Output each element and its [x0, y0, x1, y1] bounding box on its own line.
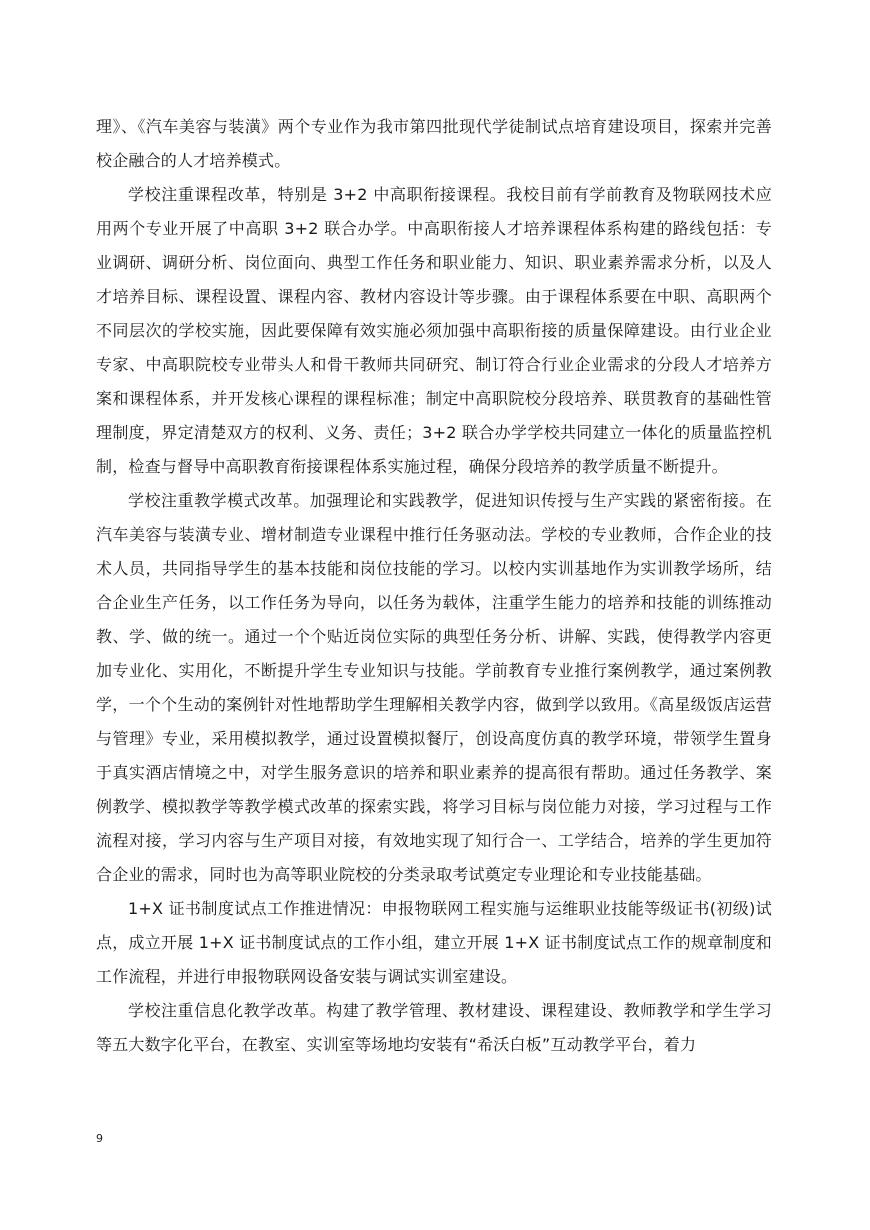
- document-body: [96, 110, 772, 1062]
- paragraph-curriculum-reform: 学校注重课程改革，特别是 3+2 中高职衔接课程。我校目前有学前教育及物联网技术应用两个专业开展了中高职 3+2 联合办学。中高职衔接人才培养课程体系构建的路线包括：专业调研、调研分析、岗位面向、典型工作任务和职业能力、知识、职业素养需求分析，以及人才培养目标、课程设置、课程内容、教材内容设计等步骤。由于课程体系要在中职、高职两个不同层次的学校实施，因此要保障有效实施必须加强中高职衔接的质量保障建设。由行业企业专家、中高职院校专业带头人和骨干教师共同研究、制订符合行业企业需求的分段人才培养方案和课程体系，并开发核心课程的课程标准；制定中高职院校分段培养、联贯教育的基础性管理制度，界定清楚双方的权利、义务、责任；3+2 联合办学学校共同建立一体化的质量监控机制，检查与督导中高职教育衔接课程体系实施过程，确保分段培养的教学质量不断提升。: [96, 185, 772, 476]
- paragraph-informatization-reform: 学校注重信息化教学改革。构建了教学管理、教材建设、课程建设、教师教学和学生学习等五大数字化平台，在教室、实训室等场地均安装有“希沃白板”互动教学平台，着力: [96, 1001, 772, 1054]
- page-number: 9: [96, 1132, 103, 1145]
- paragraph-1x-certificate: 1+X 证书制度试点工作推进情况：申报物联网工程实施与运维职业技能等级证书(初级)试点，成立开展 1+X 证书制度试点的工作小组，建立开展 1+X 证书制度试点工作的规章制度和工作流程，并进行申报物联网设备安装与调试实训室建设。: [96, 899, 772, 986]
- paragraph-teaching-mode-reform: 学校注重教学模式改革。加强理论和实践教学，促进知识传授与生产实践的紧密衔接。在汽车美容与装潢专业、增材制造专业课程中推行任务驱动法。学校的专业教师，合作企业的技术人员，共同指导学生的基本技能和岗位技能的学习。以校内实训基地作为实训教学场所，结合企业生产任务，以工作任务为导向，以任务为载体，注重学生能力的培养和技能的训练推动教、学、做的统一。通过一个个贴近岗位实际的典型任务分析、讲解、实践，使得教学内容更加专业化、实用化，不断提升学生专业知识与技能。学前教育专业推行案例教学，通过案例教学，一个个生动的案例针对性地帮助学生理解相关教学内容，做到学以致用。《高星级饭店运营与管理》专业，采用模拟教学，通过设置模拟餐厅，创设高度仿真的教学环境，带领学生置身于真实酒店情境之中，对学生服务意识的培养和职业素养的提高很有帮助。通过任务教学、案例教学、模拟教学等教学模式改革的探索实践，将学习目标与岗位能力对接，学习过程与工作流程对接，学习内容与生产项目对接，有效地实现了知行合一、工学结合，培养的学生更加符合企业的需求，同时也为高等职业院校的分类录取考试奠定专业理论和专业技能基础。: [96, 491, 772, 884]
- paragraph-continuation: 理》、《汽车美容与装潢》两个专业作为我市第四批现代学徒制试点培育建设项目，探索并完善校企融合的人才培养模式。: [96, 117, 772, 170]
